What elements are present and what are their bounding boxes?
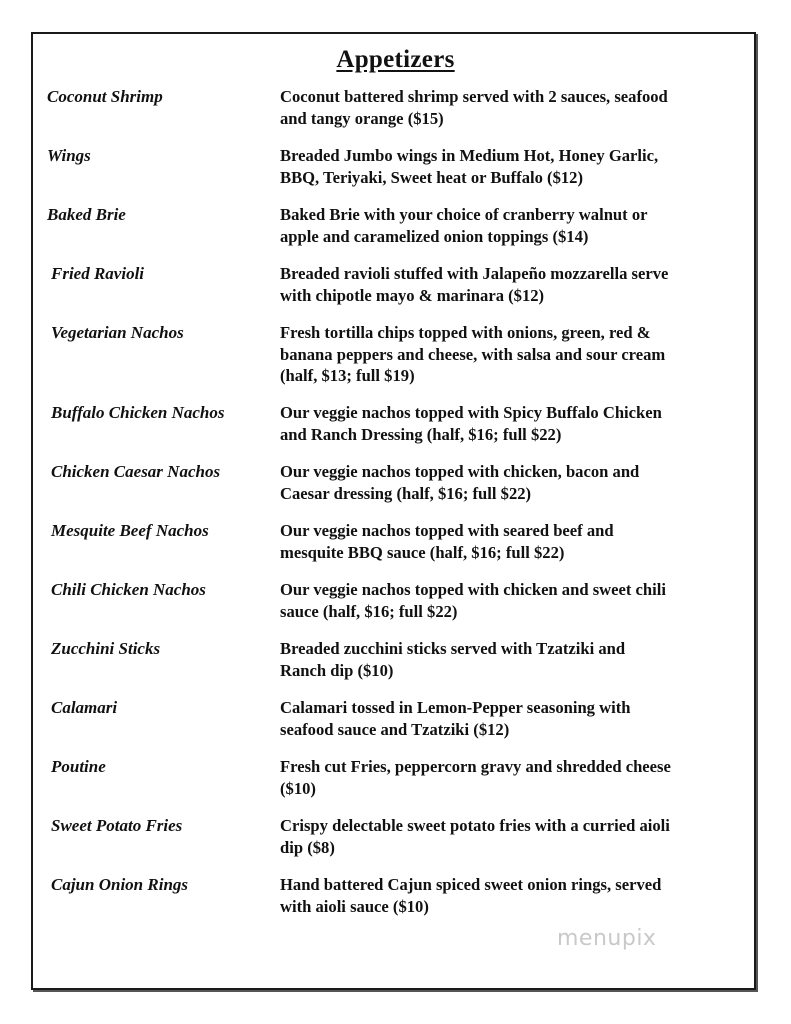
description-line: Ranch dip ($10) xyxy=(280,660,394,680)
description-line: (half, $13; full $19) xyxy=(280,366,415,386)
description-line: Our veggie nachos topped with seared beef and xyxy=(280,521,614,540)
item-description xyxy=(280,263,742,306)
item-name: Mesquite Beef Nachos xyxy=(51,521,209,540)
description-line: and Ranch Dressing (half, $16; full $22) xyxy=(280,424,562,444)
description-line: sauce (half, $16; full $22) xyxy=(280,601,458,621)
item-name: Zucchini Sticks xyxy=(51,639,161,658)
description-line: Breaded Jumbo wings in Medium Hot, Honey Garlic, xyxy=(280,146,659,165)
item-name: Sweet Potato Fries xyxy=(51,816,183,835)
description-line: Caesar dressing (half, $16; full $22) xyxy=(280,483,532,503)
description-line: apple and caramelized onion toppings ($14) xyxy=(280,226,589,246)
description-line: Breaded ravioli stuffed with Jalapeño mozzarella serve xyxy=(280,264,669,283)
description-line: Calamari tossed in Lemon-Pepper seasoning with xyxy=(280,698,631,717)
item-description xyxy=(280,579,742,622)
description-line: Fresh cut Fries, peppercorn gravy and shredded cheese xyxy=(280,757,671,776)
item-name: Chili Chicken Nachos xyxy=(51,580,206,599)
item-name: Wings xyxy=(47,146,91,165)
description-line: Our veggie nachos topped with chicken, bacon and xyxy=(280,462,640,481)
description-line: Baked Brie with your choice of cranberry walnut or xyxy=(280,205,648,224)
item-name: Coconut Shrimp xyxy=(47,87,163,106)
item-name: Calamari xyxy=(51,698,118,717)
description-line: Hand battered Cajun spiced sweet onion rings, served xyxy=(280,875,662,894)
item-name: Fried Ravioli xyxy=(51,264,145,283)
description-line: Fresh tortilla chips topped with onions, green, red & xyxy=(280,323,651,342)
item-description xyxy=(280,402,742,445)
item-description xyxy=(280,322,742,387)
description-line: Coconut battered shrimp served with 2 sauces, seafood xyxy=(280,87,668,106)
menu-title: Appetizers xyxy=(336,46,455,73)
description-line: seafood sauce and Tzatziki ($12) xyxy=(280,719,510,739)
item-description xyxy=(280,461,742,504)
description-line: Breaded zucchini sticks served with Tzatziki and xyxy=(280,639,626,658)
item-name: Baked Brie xyxy=(47,205,126,224)
item-description xyxy=(280,638,742,681)
item-description xyxy=(280,520,742,563)
item-description xyxy=(280,815,742,858)
description-line: Our veggie nachos topped with chicken and sweet chili xyxy=(280,580,666,599)
description-line: dip ($8) xyxy=(280,837,335,857)
watermark-logo: menupix xyxy=(557,926,657,951)
item-description xyxy=(280,874,742,917)
item-description xyxy=(280,756,742,799)
item-name: Vegetarian Nachos xyxy=(51,323,184,342)
description-line: with aioli sauce ($10) xyxy=(280,896,429,916)
description-line: with chipotle mayo & marinara ($12) xyxy=(280,285,545,305)
item-description xyxy=(280,697,742,740)
description-line: Our veggie nachos topped with Spicy Buffalo Chicken xyxy=(280,403,662,422)
item-name: Buffalo Chicken Nachos xyxy=(51,403,225,422)
item-description xyxy=(280,145,742,188)
item-name: Poutine xyxy=(51,757,106,776)
item-name: Cajun Onion Rings xyxy=(51,875,189,894)
description-line: Crispy delectable sweet potato fries with a curried aioli xyxy=(280,816,670,835)
item-description xyxy=(280,204,742,247)
item-name: Chicken Caesar Nachos xyxy=(51,462,221,481)
description-line: banana peppers and cheese, with salsa and sour cream xyxy=(280,344,666,364)
description-line: BBQ, Teriyaki, Sweet heat or Buffalo ($12) xyxy=(280,167,583,187)
description-line: ($10) xyxy=(280,778,316,798)
description-line: mesquite BBQ sauce (half, $16; full $22) xyxy=(280,542,565,562)
item-description xyxy=(280,86,742,129)
description-line: and tangy orange ($15) xyxy=(280,108,444,128)
